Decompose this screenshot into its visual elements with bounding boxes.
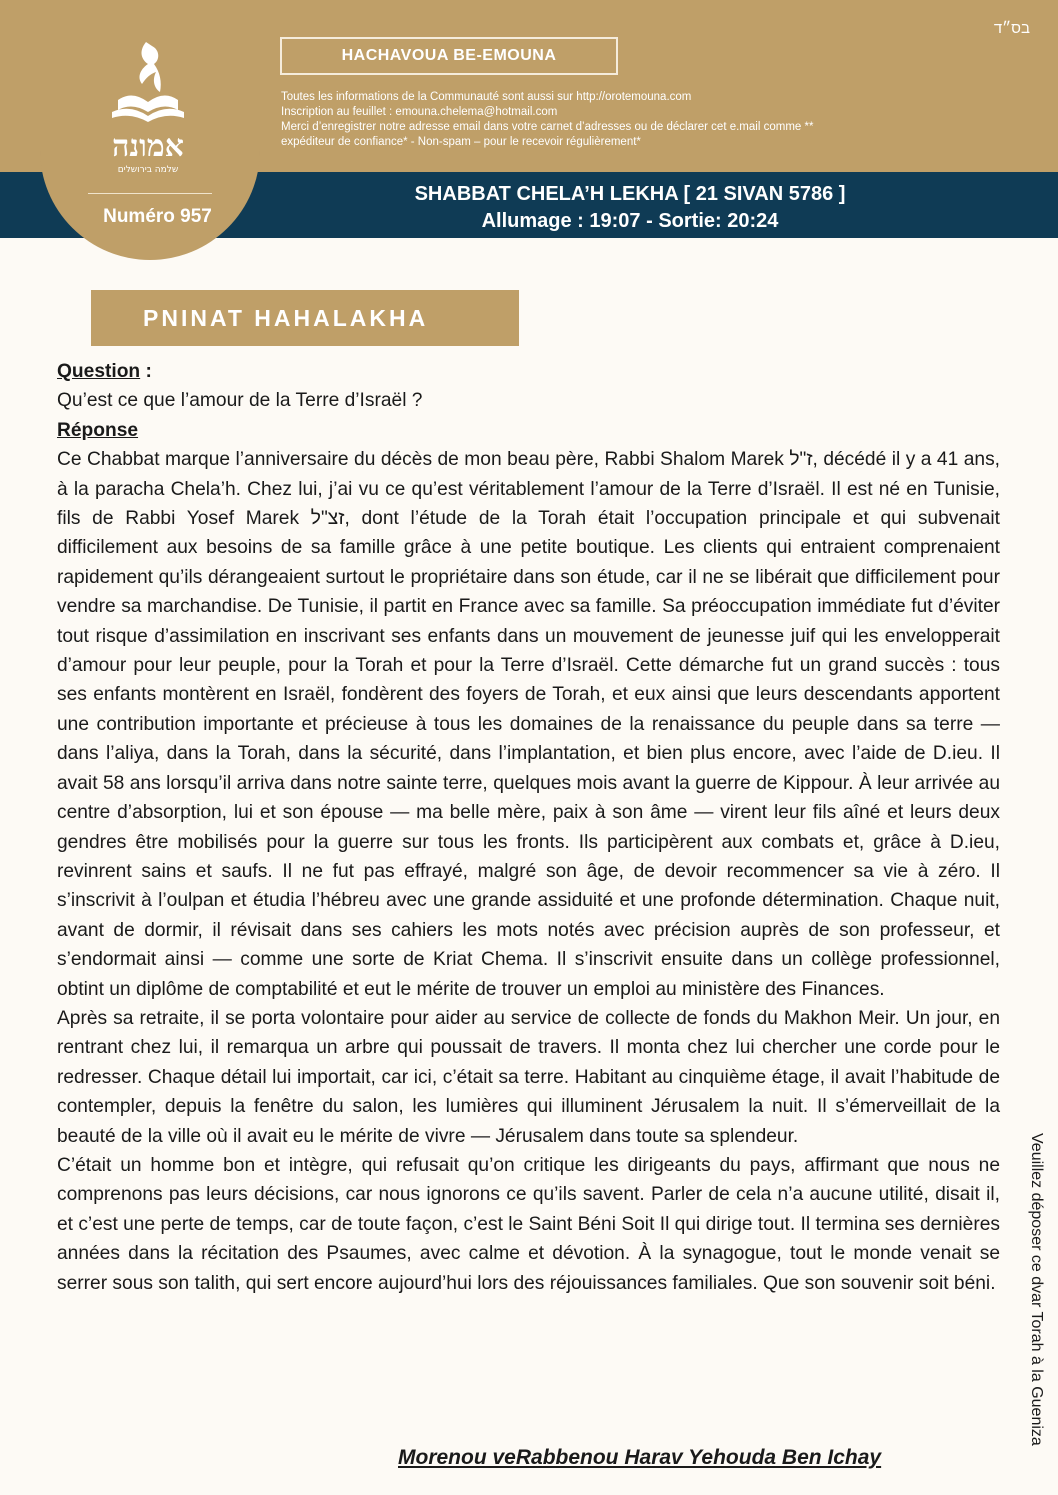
answer-paragraph: C’était un homme bon et intègre, qui refusait qu’on critique les dirigeants du pays, affirmant que nous ne comprenons pas leurs décisions, car nous ignorons ce qu’ils savent. Parler de cela n’a aucune utilité, disait il, et c’est une perte de temps, car de toute façon, c’est le Saint Béni Soit Il qui dirige tout. Il termina ses dernières années dans la récitation des Psaumes, avec calme et dévotion. À la synagogue, tout le monde venait se serrer sous son talith, qui sert encore aujourd’hui lors des réjouissances familiales. Que son souvenir soit béni.: [57, 1154, 1000, 1294]
info-block: [281, 90, 921, 150]
section-title: PNINAT HAHALAKHA: [91, 290, 519, 346]
emouna-logo-icon: [98, 38, 198, 178]
question-heading: [57, 357, 1000, 386]
shabbat-info: [300, 181, 960, 235]
question-text: Qu’est ce que l’amour de la Terre d’Israël ?: [57, 390, 423, 412]
article-body: [57, 357, 1000, 1298]
info-line: expéditeur de confiance* - Non-spam – pour le recevoir régulièrement*: [281, 136, 641, 148]
shabbat-title: SHABBAT CHELA’H LEKHA [ 21 SIVAN 5786 ]: [414, 183, 846, 205]
logo-subtitle: שלמה בירושלים: [117, 165, 179, 175]
info-line: Merci d’enregistrer notre adresse email dans votre carnet d’adresses ou de déclarer cet e.mail comme **: [281, 121, 814, 133]
answer-heading: [57, 416, 1000, 445]
newsletter-title: HACHAVOUA BE-EMOUNA: [280, 37, 618, 75]
info-line: Inscription au feuillet : emouna.chelema@hotmail.com: [281, 106, 558, 118]
answer-paragraph: Après sa retraite, il se porta volontaire pour aider au service de collecte de fonds du Makhon Meir. Un jour, en rentrant chez lui, il remarqua un arbre qui poussait de travers. Il monta chez lui chercher une corde pour le redresser. Chaque détail lui importait, car ici, c’était sa terre. Habitant au cinquième étage, il avait l’habitude de contempler, depuis la fenêtre du salon, les lumières qui illuminent Jérusalem la nuit. Il s’émerveillait de la beauté de la ville où il avait eu le mérite de vivre — Jérusalem dans toute sa splendeur.: [57, 1007, 1000, 1147]
question-label: Question: [57, 361, 141, 382]
info-line: Toutes les informations de la Communauté sont aussi sur http://orotemouna.com: [281, 91, 692, 103]
answer-paragraph: Ce Chabbat marque l’anniversaire du décès de mon beau père, Rabbi Shalom Marek ז"ל, décédé il y a 41 ans, à la paracha Chela’h. Chez lui, j’ai vu ce qu’est véritablement l’amour de la Terre d’Israël. Il est né en Tunisie, fils de Rabbi Yosef Marek זצ"ל, dont l’étude de la Torah était l’occupation principale et qui subvenait difficilement aux besoins de sa famille grâce à une petite boutique. Les clients qui entraient comprenaient rapidement qu’ils dérangeaient surtout le propriétaire dans son étude, car il ne se libérait que difficilement pour vendre sa marchandise. De Tunisie, il partit en France avec sa famille. Sa préoccupation immédiate fut d’éviter tout risque d’assimilation en inscrivant ses enfants dans un mouvement de jeunesse juif qui les envelopperait d’amour pour leur peuple, pour la Torah et pour la Terre d’Israël. Cette démarche fut un grand succès : tous ses enfants montèrent en Israël, fondèrent des foyers de Torah, et eux ainsi que leurs descendants apportent une contribution importante et précieuse à tous les domaines de la renaissance du peuple dans sa terre — dans l’aliya, dans la Torah, dans la sécurité, dans l’implantation, et bien plus encore, avec l’aide de D.ieu. Il avait 58 ans lorsqu’il arriva dans notre sainte terre, quelques mois avant la guerre de Kippour. À leur arrivée au centre d’absorption, lui et son épouse — ma belle mère, paix à son âme — virent leur fils aîné et leurs deux gendres être mobilisés pour la guerre sur tous les fronts. Ils participèrent aux combats et, grâce à D.ieu, revinrent sains et saufs. Il ne fut pas effrayé, malgré son âge, de devoir recommencer sa vie à zéro. Il s’inscrivit à l’oulpan et étudia l’hébreu avec une grande assiduité et une profonde détermination. Chaque nuit, avant de dormir, il révisait dans ses cahiers les mots notés avec précision auprès de son professeur, et s’endormait ainsi — comme une sorte de Kriat Chema. Il s’inscrivit ensuite dans un collège professionnel, obtint un diplôme de comptabilité et eut le mérite de trouver un emploi au ministère des Finances.: [57, 449, 1000, 1000]
answer-label: Réponse: [57, 419, 139, 441]
logo-divider: [88, 193, 212, 194]
bsd-mark: בס״ד: [993, 20, 1030, 37]
candle-times: Allumage : 19:07 - Sortie: 20:24: [481, 210, 779, 232]
guenizah-note: Veuillez déposer ce dvar Torah à la Guenizа: [1028, 1133, 1045, 1446]
logo-wordmark: אמונה: [112, 129, 184, 164]
question-colon: :: [140, 361, 152, 382]
issue-number: Numéro 957: [103, 206, 212, 227]
author-signature: Morenou veRabbenou Harav Yehouda Ben Ichay: [398, 1446, 882, 1469]
